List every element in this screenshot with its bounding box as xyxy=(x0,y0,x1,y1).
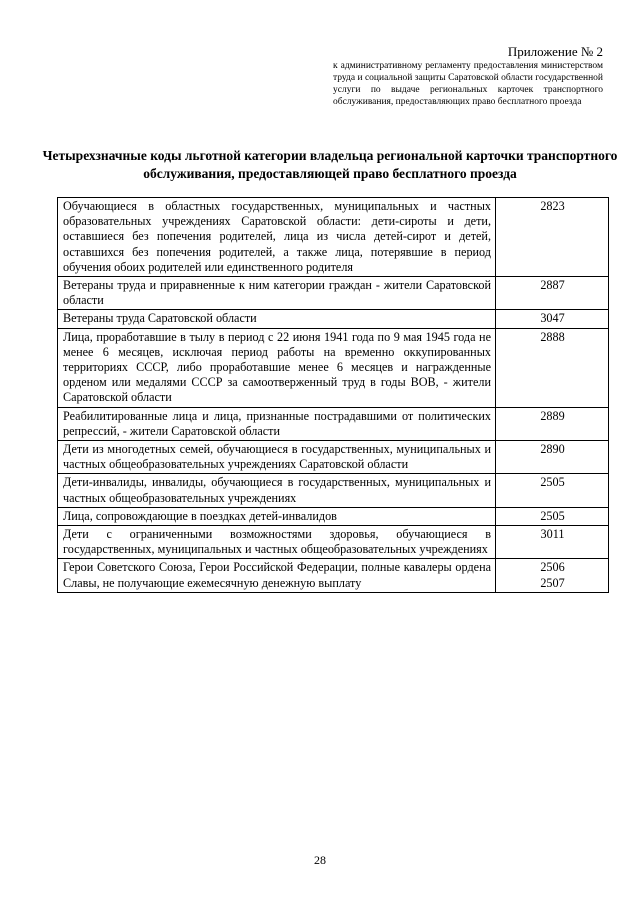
category-description: Ветераны труда и приравненные к ним категории граждан - жители Саратовской области xyxy=(58,277,496,310)
category-code-cell xyxy=(496,526,609,559)
category-code-cell xyxy=(496,407,609,440)
category-description: Дети с ограниченными возможностями здоровья, обучающиеся в государственных, муниципальных и частных общеобразовательных учреждениях xyxy=(58,526,496,559)
table-row xyxy=(58,559,609,592)
category-description: Дети из многодетных семей, обучающиеся в государственных, муниципальных и частных общеобразовательных учреждениях Саратовской области xyxy=(58,441,496,474)
table-row xyxy=(58,507,609,525)
category-code: 2890 xyxy=(540,442,565,457)
category-code: 2823 xyxy=(540,199,565,213)
category-code: 2887 xyxy=(540,278,565,293)
table-row xyxy=(58,328,609,407)
category-description: Герои Советского Союза, Герои Российской Федерации, полные кавалеры ордена Славы, не получающие ежемесячную денежную выплату xyxy=(58,559,496,592)
category-description: Реабилитированные лица и лица, признанные пострадавшими от политических репрессий, - жители Саратовской области xyxy=(58,407,496,440)
table-row xyxy=(58,526,609,559)
table-row xyxy=(58,310,609,328)
category-code: 3011 xyxy=(540,527,565,542)
page-number: 28 xyxy=(314,853,326,867)
category-code-cell xyxy=(496,310,609,328)
category-code: 2505 xyxy=(540,475,565,490)
category-description: Дети-инвалиды, инвалиды, обучающиеся в государственных, муниципальных и частных общеобразовательных учреждениях xyxy=(58,474,496,507)
category-code-cell xyxy=(496,441,609,474)
category-code: 2506 xyxy=(540,560,565,575)
category-code: 2507 xyxy=(540,575,565,590)
category-code: 2889 xyxy=(540,408,565,423)
appendix-title: Приложение № 2 xyxy=(507,44,603,59)
category-code-cell xyxy=(496,507,609,525)
category-description: Обучающиеся в областных государственных, муниципальных и частных образовательных учреждениях Саратовской области: дети-сироты и дети, оставшиеся без попечения родителей, лица из числа детей-сирот и детей, оставшихся без попечения родителей, а также лица, потерявшие в период обучения обоих родителей или единственного родителя xyxy=(58,198,496,277)
category-code-cell xyxy=(496,474,609,507)
table-row xyxy=(58,441,609,474)
appendix-reference-text: к административному регламенту предоставления министерством труда и социальной защиты Саратовской области государственной услуги по выдаче региональных карточек транспортного обслуживания, предоставляющих право бесплатного проезда xyxy=(333,61,603,107)
benefit-codes-table xyxy=(57,197,609,593)
category-code-cell xyxy=(496,198,609,277)
page-heading: Четырехзначные коды льготной категории владельца региональной карточки транспортного обслуживания, предоставляющей право бесплатного проезда xyxy=(42,148,618,181)
category-code: 2505 xyxy=(540,508,565,523)
table-row xyxy=(58,407,609,440)
category-code-cell xyxy=(496,277,609,310)
category-description: Лица, проработавшие в тылу в период с 22 июня 1941 года по 9 мая 1945 года не менее 6 месяцев, исключая период работы на временно оккупированных территориях СССР, либо проработавшие менее 6 месяцев и награжденные орденом или медалями СССР за самоотверженный труд в годы ВОВ, - жители Саратовской области xyxy=(58,328,496,407)
category-description: Лица, сопровождающие в поездках детей-инвалидов xyxy=(58,507,496,525)
table-row xyxy=(58,277,609,310)
category-code: 3047 xyxy=(540,311,565,326)
table-row xyxy=(58,474,609,507)
category-code-cell xyxy=(496,559,609,592)
category-code: 2888 xyxy=(540,329,565,344)
category-code-cell xyxy=(496,328,609,407)
table-row xyxy=(58,198,609,277)
benefit-codes-table-body xyxy=(58,198,609,593)
category-description: Ветераны труда Саратовской области xyxy=(58,310,496,328)
